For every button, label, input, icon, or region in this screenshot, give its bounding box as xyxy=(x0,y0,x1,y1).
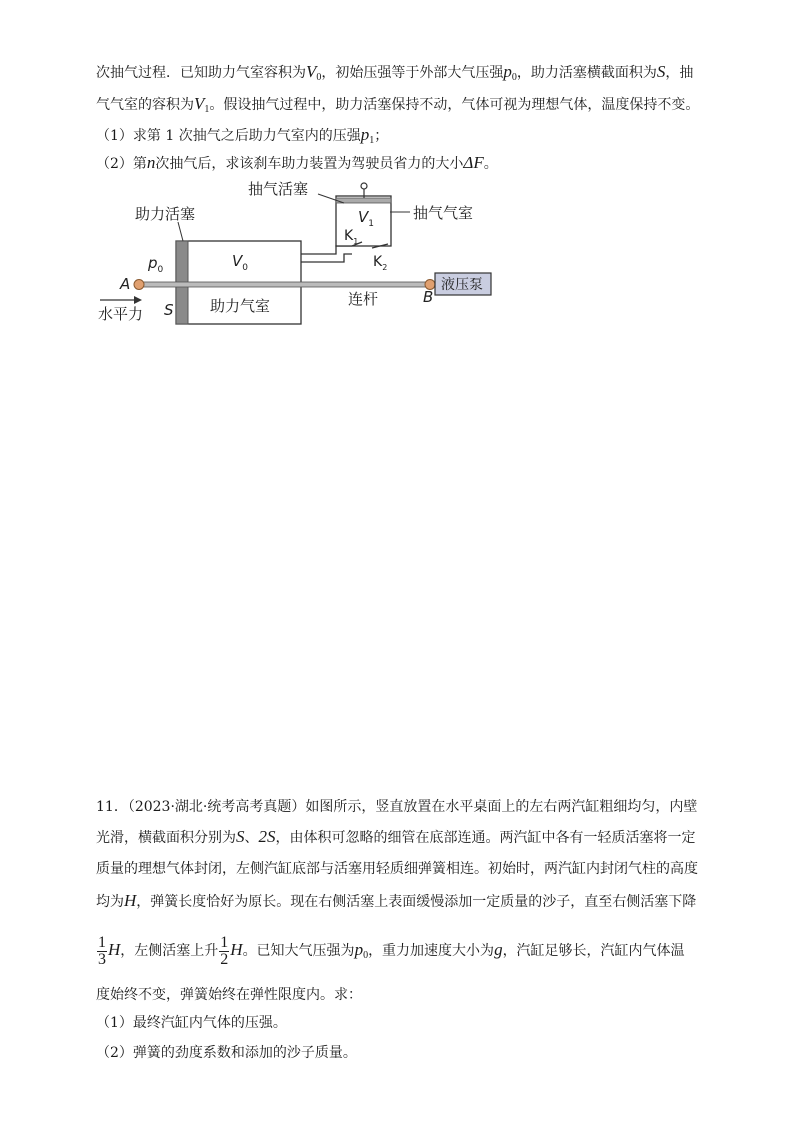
var-s: S xyxy=(656,62,666,81)
label-a: A xyxy=(120,275,131,293)
q10-line1: 次抽气过程．已知助力气室容积为$V_0$，初始压强等于外部大气压强$p_0$，助力活塞横截面积为S，抽 xyxy=(96,62,694,83)
var-h: H xyxy=(230,940,243,959)
label-hydraulic-pump: 液压泵 xyxy=(441,277,483,293)
var-s: S xyxy=(236,827,245,846)
pump-piston xyxy=(336,198,391,203)
fraction-one-third: $\frac{1}{3}$ xyxy=(98,933,106,968)
var-n: n xyxy=(146,153,156,172)
point-a-ball xyxy=(134,280,144,290)
label-booster-piston: 助力活塞 xyxy=(135,205,196,223)
q11-line5: $\frac{1}{3}$ H，左侧活塞上升 $\frac{1}{2}$ H。已知大气压强为$p_0$，重力加速度大小为g，汽缸足够长，汽缸内气体温 xyxy=(98,933,685,968)
q11-line2: 光滑，横截面积分别为S、2S，由体积可忽略的细管在底部连通。两汽缸中各有一轻质活塞将一定 xyxy=(96,827,696,846)
label-v0: $V_0$ xyxy=(232,252,248,273)
var-v1: $V_1$ xyxy=(194,94,210,115)
label-pump-chamber: 抽气气室 xyxy=(413,204,474,222)
var-v0: $V_0$ xyxy=(306,62,322,83)
piston-label-leader xyxy=(178,222,183,241)
q10-item2: （2）第n次抽气后，求该刹车助力装置为驾驶员省力的大小ΔF。 xyxy=(96,153,498,172)
var-delta-f: ΔF xyxy=(463,153,484,172)
label-booster-chamber: 助力气室 xyxy=(210,297,271,315)
q11-line6: 度始终不变，弹簧始终在弹性限度内。求： xyxy=(96,987,362,1003)
var-p0: $p_0$ xyxy=(354,940,369,961)
q11-item2: （2）弹簧的劲度系数和添加的沙子质量。 xyxy=(96,1045,357,1061)
brake-booster-diagram xyxy=(0,0,800,340)
pump-handle xyxy=(361,183,367,189)
fraction-one-half: $\frac{1}{2}$ xyxy=(220,933,229,968)
q10-line2: 气气室的容积为$V_1$。假设抽气过程中，助力活塞保持不动，气体可视为理想气体，温度保持不变。 xyxy=(96,94,700,115)
q11-line3: 质量的理想气体封闭，左侧汽缸底部与活塞用轻质细弹簧相连。初始时，两汽缸内封闭气柱的高度 xyxy=(96,861,698,877)
var-g: g xyxy=(494,940,503,959)
var-p0: $p_0$ xyxy=(503,62,517,83)
label-force: 水平力 xyxy=(98,305,144,323)
q11-line1: 11．（2023·湖北·统考高考真题）如图所示，竖直放置在水平桌面上的左右两汽缸粗细均匀，内壁 xyxy=(96,799,698,815)
label-s: S xyxy=(164,301,174,319)
q10-item1: （1）求第 1 次抽气之后助力气室内的压强$p_1$； xyxy=(96,125,389,146)
connecting-rod xyxy=(140,282,430,287)
var-h: H xyxy=(108,940,121,959)
q11-line4: 均为H，弹簧长度恰好为原长。现在右侧活塞上表面缓慢添加一定质量的沙子，直至右侧活塞下降 xyxy=(96,891,697,910)
var-h: H xyxy=(124,891,137,910)
label-b: B xyxy=(423,288,434,306)
connecting-tube xyxy=(301,246,352,254)
var-p1: $p_1$ xyxy=(360,125,375,146)
var-2s: 2S xyxy=(258,827,276,846)
q11-item1: （1）最终汽缸内气体的压强。 xyxy=(96,1015,287,1031)
label-k1: $K_1$ xyxy=(344,228,359,246)
label-rod: 连杆 xyxy=(348,290,379,308)
label-p0: $p_0$ xyxy=(148,254,164,275)
label-k2: $K_2$ xyxy=(373,254,388,272)
label-v1: $V_1$ xyxy=(358,208,374,229)
label-pump-piston: 抽气活塞 xyxy=(248,180,309,198)
